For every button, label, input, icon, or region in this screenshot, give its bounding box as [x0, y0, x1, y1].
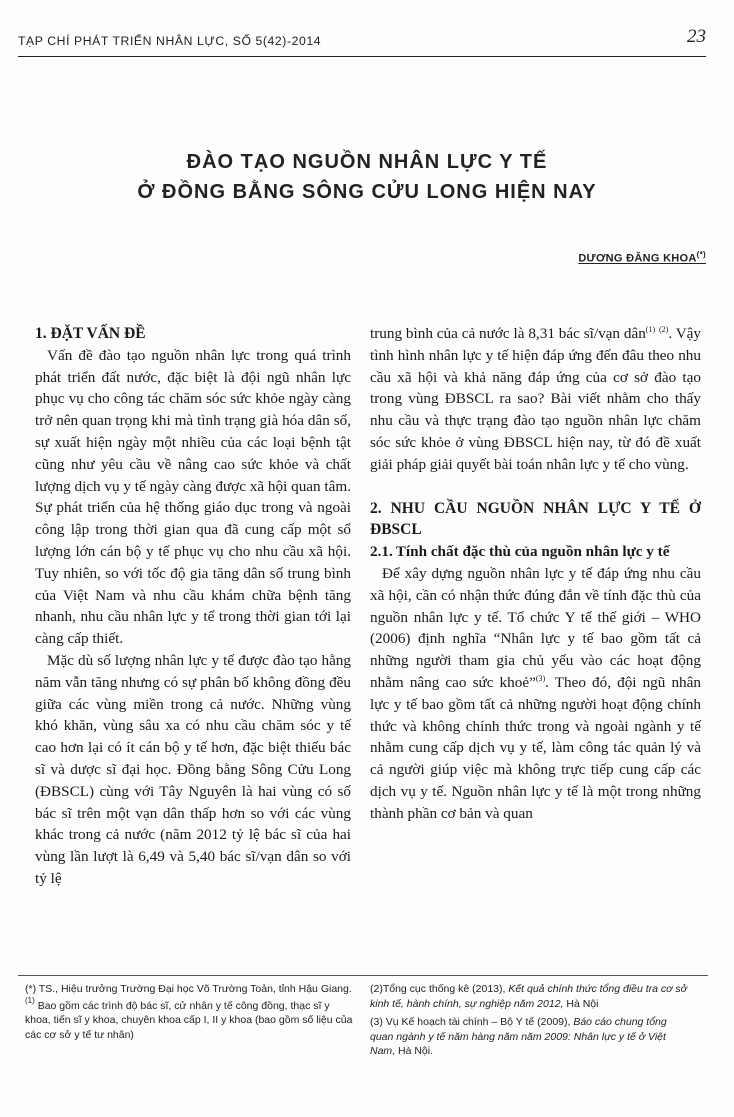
footnote-3-italic: Báo cáo chung tổng quan ngành y tế năm hàng năm năm 2009: Nhân lực y tế ở Việt Nam	[370, 1016, 667, 1057]
footnote-ref-3: (3)	[535, 673, 546, 683]
subsection-title: Tính chất đặc thù của nguồn nhân lực y tế	[395, 543, 670, 561]
footnote-1-mark: (1)	[25, 995, 35, 1005]
footnote-author: (*) TS., Hiệu trưởng Trường Đại học Võ Trường Toản, tỉnh Hậu Giang.	[25, 983, 352, 995]
footnote-2-italic: Kết quả chính thức tổng điều tra cơ sở kinh tế, hành chính, sự nghiệp năm 2012,	[370, 983, 688, 1010]
left-column	[35, 323, 351, 890]
footnote-3	[370, 1015, 690, 1059]
author-byline	[578, 250, 706, 265]
journal-name: TẠP CHÍ PHÁT TRIỂN NHÂN LỰC, SỐ 5(42)-2014	[18, 34, 322, 48]
footnote-2-tail: Hà Nội	[563, 997, 599, 1010]
paragraph-continued-a: trung bình của cả nước là 8,31 bác sĩ/vạn dân	[370, 325, 646, 342]
page-number: 23	[687, 26, 706, 47]
paragraph-continued	[370, 323, 701, 476]
footnote-ref-2: (2)	[659, 325, 669, 334]
paragraph-continued-b: . Vậy tình hình nhân lực y tế hiện đáp ứng đến đâu theo nhu cầu xã hội và khả năng đáp ứng của cơ sở đào tạo trong vùng ĐBSCL ra sao? Bài viết nhằm cho thấy nhu cầu và thực trạng đào tạo nguồn nhân lực chăm sóc sức khỏe ở vùng ĐBSCL hiện nay, từ đó đề xuất giải pháp giải quyết bài toán nhân lực y tế cho vùng.	[370, 325, 702, 473]
footnote-1	[25, 995, 355, 1043]
footnote-3-plain: (3) Vụ Kế hoạch tài chính – Bộ Y tế (2009),	[370, 1016, 574, 1028]
paragraph-intro-2: Mặc dù số lượng nhân lực y tế được đào tạo hằng năm vẫn tăng nhưng có sự phân bố không đồng đều giữa các vùng miền trong cả nước. Những vùng khó khăn, vùng sâu xa có nhu cầu chăm sóc y tế cao hơn lại có ít cán bộ y tế hơn, đặc biệt thiếu bác sĩ và dược sĩ đại học. Đồng bằng Sông Cửu Long (ĐBSCL) cùng với Tây Nguyên là hai vùng có số bác sĩ trên một vạn dân thấp hơn so với các vùng khác trong cả nước (năm 2012 tỷ lệ bác sĩ của hai vùng lần lượt là 6,49 và 5,40 bác sĩ/vạn dân so với tỷ lệ	[35, 651, 351, 887]
paragraph-intro-1: Vấn đề đào tạo nguồn nhân lực trong quá trình phát triển đất nước, đặc biệt là đội ngũ nhân lực phục vụ cho công tác chăm sóc sức khỏe ngày càng trở nên quan trọng khi mà tình trạng già hóa dân số, sự xuất hiện ngày một nhiều của các loại bệnh tật cũng như yêu cầu về nâng cao sức khỏe và chất lượng dịch vụ y tế ngày càng được xã hội quan tâm. Sự phát triển của hệ thống giáo dục trong và ngoài công lập trong thời gian qua đã cung cấp một số lượng lớn cán bộ y tế phục vụ cho nhu cầu xã hội. Tuy nhiên, so với tốc độ gia tăng dân số trung bình của Việt Nam và nhu cầu khám chữa bệnh tăng nhanh, nhu cầu nhân lực y tế trong thời gian tới lại càng cấp thiết.	[35, 346, 351, 648]
footnote-2	[370, 982, 690, 1011]
author-footnote-mark: (*)	[696, 250, 706, 259]
footnote-2-plain: (2)Tổng cục thống kê (2013),	[370, 983, 509, 995]
article-title	[0, 147, 734, 207]
paragraph-who-a: Để xây dựng nguồn nhân lực y tế đáp ứng nhu cầu xã hội, cần có nhận thức đúng đắn về tính đặc thù của nguồn nhân lực y tế. Tổ chức Y tế thế giới – WHO (2006) định nghĩa “Nhân lực y tế bao gồm tất cả những người tham gia chủ yếu vào các hoạt động nhằm nâng cao sức khoẻ”	[370, 564, 701, 691]
footnote-ref-1: (1)	[645, 325, 656, 334]
section-heading-2: 2. NHU CẦU NGUỒN NHÂN LỰC Y TẾ Ở ĐBSCL	[370, 499, 701, 539]
footnote-3-tail: , Hà Nội.	[392, 1045, 434, 1057]
title-line-2: Ở ĐỒNG BẰNG SÔNG CỬU LONG HIỆN NAY	[137, 181, 597, 203]
author-name: DƯƠNG ĐĂNG KHOA	[578, 252, 697, 265]
subsection-number: 2.1.	[370, 543, 393, 561]
paragraph-who-b: . Theo đó, đội ngũ nhân lực y tế bao gồm tất cả những người hoạt động chính thức và không chính thức trong và ngoài ngành y tế nhằm cung cấp dịch vụ y tế, làm công tác quản lý và cả người giúp việc mà không trực tiếp cung cấp các dịch vụ y tế. Nguồn nhân lực y tế là một trong những thành phần cơ bản và quan	[370, 673, 701, 822]
footnote-divider	[18, 975, 708, 976]
running-header	[18, 26, 706, 57]
title-line-1: ĐÀO TẠO NGUỒN NHÂN LỰC Y TẾ	[186, 151, 548, 173]
footnotes-right	[370, 982, 690, 1063]
section-heading-1: 1. ĐẶT VẤN ĐỀ	[35, 325, 146, 342]
right-column	[370, 323, 701, 825]
paragraph-who-definition	[370, 563, 701, 825]
subsection-heading-2-1	[370, 541, 701, 563]
footnote-1-text: Bao gồm các trình độ bác sĩ, cử nhân y tế công đồng, thạc sĩ y khoa, tiến sĩ y khoa, chuyên khoa cấp I, II y khoa (bao gồm số liệu của các cơ sở y tế tư nhân)	[25, 999, 353, 1041]
footnotes-left	[25, 982, 355, 1046]
